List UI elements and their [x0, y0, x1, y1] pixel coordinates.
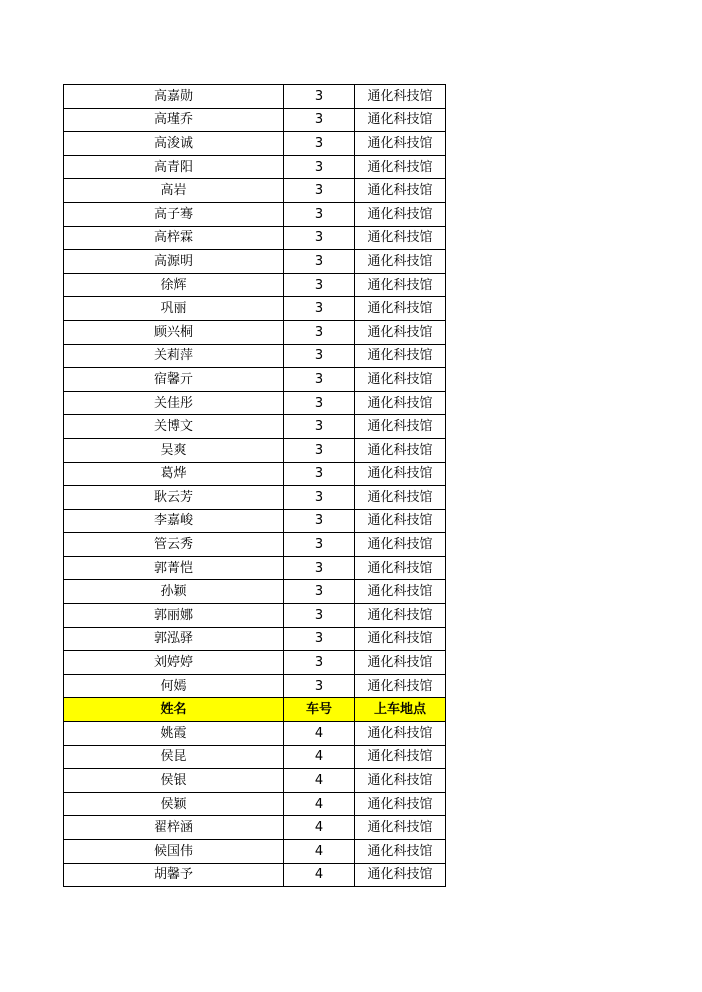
- car-number-cell: 3: [284, 179, 355, 203]
- table-row: [64, 297, 446, 321]
- car-number-cell: 3: [284, 604, 355, 628]
- name-cell: 郭菁恺: [64, 556, 284, 580]
- table-row: [64, 863, 446, 887]
- passenger-table: [63, 84, 446, 887]
- header-car-cell: 车号: [284, 698, 355, 722]
- name-cell: 侯颖: [64, 792, 284, 816]
- car-number-cell: 3: [284, 556, 355, 580]
- table-row: [64, 344, 446, 368]
- car-number-cell: 3: [284, 438, 355, 462]
- boarding-location-cell: 通化科技馆: [355, 604, 446, 628]
- car-number-cell: 3: [284, 344, 355, 368]
- table-row: [64, 509, 446, 533]
- table-header-row: [64, 698, 446, 722]
- table-row: [64, 132, 446, 156]
- car-number-cell: 3: [284, 627, 355, 651]
- name-cell: 高嘉勋: [64, 85, 284, 109]
- table-row: [64, 816, 446, 840]
- name-cell: 李嘉峻: [64, 509, 284, 533]
- boarding-location-cell: 通化科技馆: [355, 863, 446, 887]
- name-cell: 高浚诚: [64, 132, 284, 156]
- boarding-location-cell: 通化科技馆: [355, 132, 446, 156]
- table-row: [64, 368, 446, 392]
- car-number-cell: 4: [284, 840, 355, 864]
- table-row: [64, 85, 446, 109]
- car-number-cell: 3: [284, 320, 355, 344]
- name-cell: 顾兴桐: [64, 320, 284, 344]
- boarding-location-cell: 通化科技馆: [355, 533, 446, 557]
- car-number-cell: 3: [284, 250, 355, 274]
- table-row: [64, 108, 446, 132]
- table-row: [64, 580, 446, 604]
- table-row: [64, 651, 446, 675]
- table-row: [64, 792, 446, 816]
- boarding-location-cell: 通化科技馆: [355, 273, 446, 297]
- car-number-cell: 3: [284, 273, 355, 297]
- boarding-location-cell: 通化科技馆: [355, 438, 446, 462]
- table-row: [64, 722, 446, 746]
- table-row: [64, 840, 446, 864]
- table-row: [64, 250, 446, 274]
- car-number-cell: 3: [284, 486, 355, 510]
- name-cell: 吴爽: [64, 438, 284, 462]
- name-cell: 郭泓驿: [64, 627, 284, 651]
- boarding-location-cell: 通化科技馆: [355, 651, 446, 675]
- table-row: [64, 604, 446, 628]
- car-number-cell: 3: [284, 297, 355, 321]
- name-cell: 侯银: [64, 769, 284, 793]
- name-cell: 高瑾乔: [64, 108, 284, 132]
- boarding-location-cell: 通化科技馆: [355, 368, 446, 392]
- car-number-cell: 4: [284, 792, 355, 816]
- car-number-cell: 4: [284, 745, 355, 769]
- boarding-location-cell: 通化科技馆: [355, 226, 446, 250]
- name-cell: 管云秀: [64, 533, 284, 557]
- car-number-cell: 3: [284, 415, 355, 439]
- table-row: [64, 745, 446, 769]
- table-row: [64, 556, 446, 580]
- table-row: [64, 155, 446, 179]
- name-cell: 关佳彤: [64, 391, 284, 415]
- table-row: [64, 533, 446, 557]
- boarding-location-cell: 通化科技馆: [355, 722, 446, 746]
- boarding-location-cell: 通化科技馆: [355, 462, 446, 486]
- boarding-location-cell: 通化科技馆: [355, 792, 446, 816]
- boarding-location-cell: 通化科技馆: [355, 840, 446, 864]
- boarding-location-cell: 通化科技馆: [355, 179, 446, 203]
- name-cell: 胡馨予: [64, 863, 284, 887]
- boarding-location-cell: 通化科技馆: [355, 344, 446, 368]
- table-row: [64, 674, 446, 698]
- car-number-cell: 3: [284, 155, 355, 179]
- boarding-location-cell: 通化科技馆: [355, 745, 446, 769]
- car-number-cell: 3: [284, 674, 355, 698]
- boarding-location-cell: 通化科技馆: [355, 297, 446, 321]
- car-number-cell: 3: [284, 509, 355, 533]
- boarding-location-cell: 通化科技馆: [355, 674, 446, 698]
- name-cell: 耿云芳: [64, 486, 284, 510]
- table-row: [64, 226, 446, 250]
- boarding-location-cell: 通化科技馆: [355, 108, 446, 132]
- name-cell: 高梓霖: [64, 226, 284, 250]
- boarding-location-cell: 通化科技馆: [355, 556, 446, 580]
- car-number-cell: 3: [284, 132, 355, 156]
- name-cell: 徐辉: [64, 273, 284, 297]
- car-number-cell: 3: [284, 368, 355, 392]
- name-cell: 候国伟: [64, 840, 284, 864]
- name-cell: 何嫣: [64, 674, 284, 698]
- table-row: [64, 486, 446, 510]
- boarding-location-cell: 通化科技馆: [355, 155, 446, 179]
- boarding-location-cell: 通化科技馆: [355, 391, 446, 415]
- name-cell: 高子骞: [64, 202, 284, 226]
- table-row: [64, 202, 446, 226]
- name-cell: 孙颖: [64, 580, 284, 604]
- name-cell: 刘婷婷: [64, 651, 284, 675]
- name-cell: 翟梓涵: [64, 816, 284, 840]
- table-row: [64, 438, 446, 462]
- car-number-cell: 3: [284, 391, 355, 415]
- boarding-location-cell: 通化科技馆: [355, 769, 446, 793]
- car-number-cell: 3: [284, 533, 355, 557]
- boarding-location-cell: 通化科技馆: [355, 627, 446, 651]
- name-cell: 巩丽: [64, 297, 284, 321]
- table-row: [64, 320, 446, 344]
- name-cell: 关莉萍: [64, 344, 284, 368]
- table-body: [64, 85, 446, 887]
- header-name-cell: 姓名: [64, 698, 284, 722]
- boarding-location-cell: 通化科技馆: [355, 250, 446, 274]
- boarding-location-cell: 通化科技馆: [355, 320, 446, 344]
- car-number-cell: 3: [284, 108, 355, 132]
- car-number-cell: 3: [284, 85, 355, 109]
- name-cell: 高岩: [64, 179, 284, 203]
- boarding-location-cell: 通化科技馆: [355, 415, 446, 439]
- name-cell: 侯昆: [64, 745, 284, 769]
- table-row: [64, 273, 446, 297]
- table-row: [64, 391, 446, 415]
- name-cell: 关博文: [64, 415, 284, 439]
- boarding-location-cell: 通化科技馆: [355, 509, 446, 533]
- car-number-cell: 4: [284, 769, 355, 793]
- car-number-cell: 4: [284, 722, 355, 746]
- table-row: [64, 769, 446, 793]
- car-number-cell: 3: [284, 580, 355, 604]
- name-cell: 高青阳: [64, 155, 284, 179]
- boarding-location-cell: 通化科技馆: [355, 580, 446, 604]
- table-row: [64, 462, 446, 486]
- boarding-location-cell: 通化科技馆: [355, 85, 446, 109]
- boarding-location-cell: 通化科技馆: [355, 486, 446, 510]
- car-number-cell: 4: [284, 816, 355, 840]
- name-cell: 高源明: [64, 250, 284, 274]
- table-row: [64, 415, 446, 439]
- name-cell: 宿馨亓: [64, 368, 284, 392]
- boarding-location-cell: 通化科技馆: [355, 202, 446, 226]
- table-row: [64, 179, 446, 203]
- car-number-cell: 3: [284, 462, 355, 486]
- header-location-cell: 上车地点: [355, 698, 446, 722]
- car-number-cell: 3: [284, 651, 355, 675]
- car-number-cell: 3: [284, 202, 355, 226]
- table-row: [64, 627, 446, 651]
- car-number-cell: 3: [284, 226, 355, 250]
- car-number-cell: 4: [284, 863, 355, 887]
- name-cell: 葛烨: [64, 462, 284, 486]
- name-cell: 郭丽娜: [64, 604, 284, 628]
- boarding-location-cell: 通化科技馆: [355, 816, 446, 840]
- name-cell: 姚霞: [64, 722, 284, 746]
